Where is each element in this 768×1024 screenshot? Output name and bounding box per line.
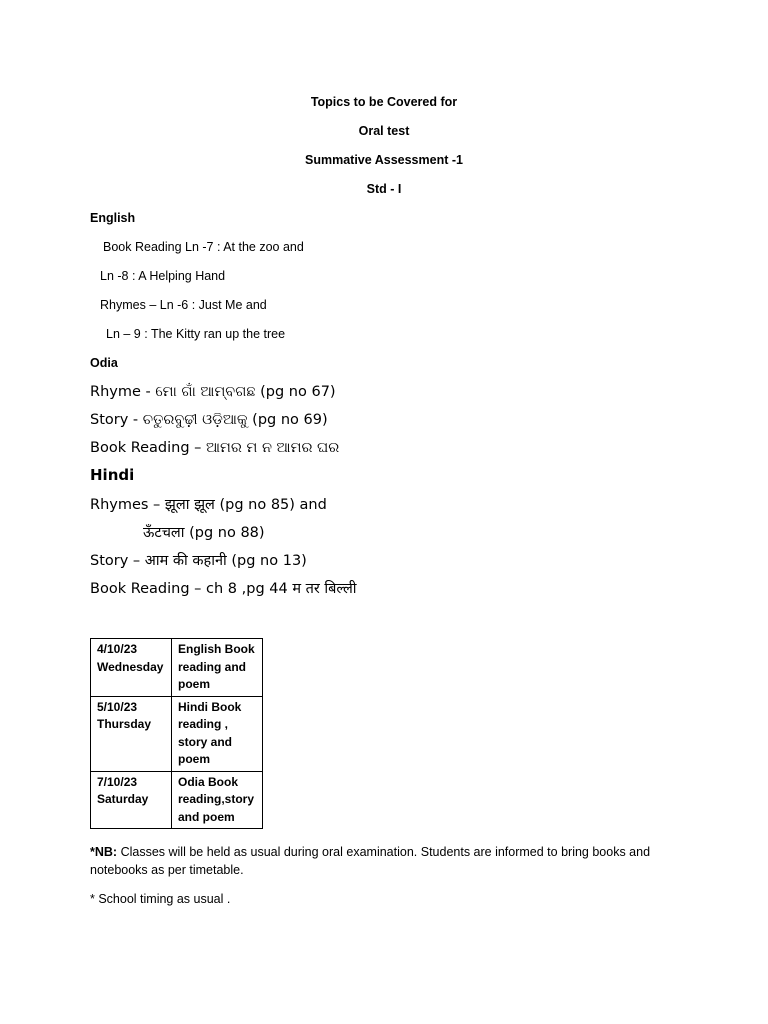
english-item: Ln -8 : A Helping Hand [100, 269, 226, 283]
hindi-item: Story – आम की कहानी (pg no 13) [90, 553, 307, 569]
school-timing-note: * School timing as usual . [90, 892, 231, 906]
exam-schedule-table [90, 638, 263, 829]
hindi-item: ऊँटचला (pg no 88) [143, 525, 265, 541]
topic-cell [172, 771, 263, 829]
day-text: Saturday [97, 792, 149, 806]
day-text: Thursday [97, 717, 152, 731]
topic-text: reading , [178, 717, 229, 731]
topic-text: English Book [178, 642, 255, 656]
nb-note [90, 843, 690, 879]
date-cell [91, 639, 172, 697]
date-text: 4/10/23 [97, 642, 138, 656]
odia-item: Story - ଚତୁରବୁଢ଼ୀ ଓଡ଼ିଆକୁ (pg no 69) [90, 412, 328, 428]
topic-text: reading and [178, 659, 247, 674]
odia-item: Rhyme - ମୋ ଗାଁ ଆମ୍ବଗଛ (pg no 67) [90, 384, 336, 400]
table-row [91, 696, 263, 771]
odia-heading: Odia [90, 356, 118, 370]
hindi-heading: Hindi [90, 466, 135, 484]
topic-text: Hindi Book [178, 699, 242, 714]
topic-text: story and [178, 734, 233, 749]
topic-cell [172, 639, 263, 697]
english-item: Book Reading Ln -7 : At the zoo and [103, 240, 304, 254]
table-row [91, 771, 263, 829]
odia-item: Book Reading – ଆମର ମ ନ ଆମର ଘର [90, 440, 340, 456]
title-line-2: Oral test [358, 124, 410, 138]
table-row [91, 639, 263, 697]
topic-cell [172, 696, 263, 771]
hindi-item: Book Reading – ch 8 ,pg 44 म तर बिल्ली [90, 581, 357, 597]
topic-text: poem [178, 752, 211, 766]
day-text: Wednesday [97, 659, 164, 674]
title-line-3: Summative Assessment -1 [305, 153, 463, 167]
date-cell [91, 696, 172, 771]
english-item: Ln – 9 : The Kitty ran up the tree [106, 327, 286, 341]
title-line-4: Std - I [366, 182, 402, 196]
date-text: 7/10/23 [97, 774, 138, 789]
topic-text: Odia Book [178, 774, 239, 789]
hindi-item: Rhymes – झूला झूल (pg no 85) and [90, 497, 327, 513]
date-cell [91, 771, 172, 829]
topic-text: reading,story [178, 792, 255, 806]
nb-text: Classes will be held as usual during oral examination. Students are informed to bring books and notebooks as per timetable. [90, 845, 651, 877]
date-text: 5/10/23 [97, 699, 138, 714]
english-heading: English [90, 211, 136, 225]
nb-label: *NB: [90, 845, 118, 859]
english-item: Rhymes – Ln -6 : Just Me and [100, 298, 267, 312]
title-line-1: Topics to be Covered for [310, 95, 458, 109]
topic-text: poem [178, 677, 211, 691]
topic-text: and poem [178, 809, 235, 824]
